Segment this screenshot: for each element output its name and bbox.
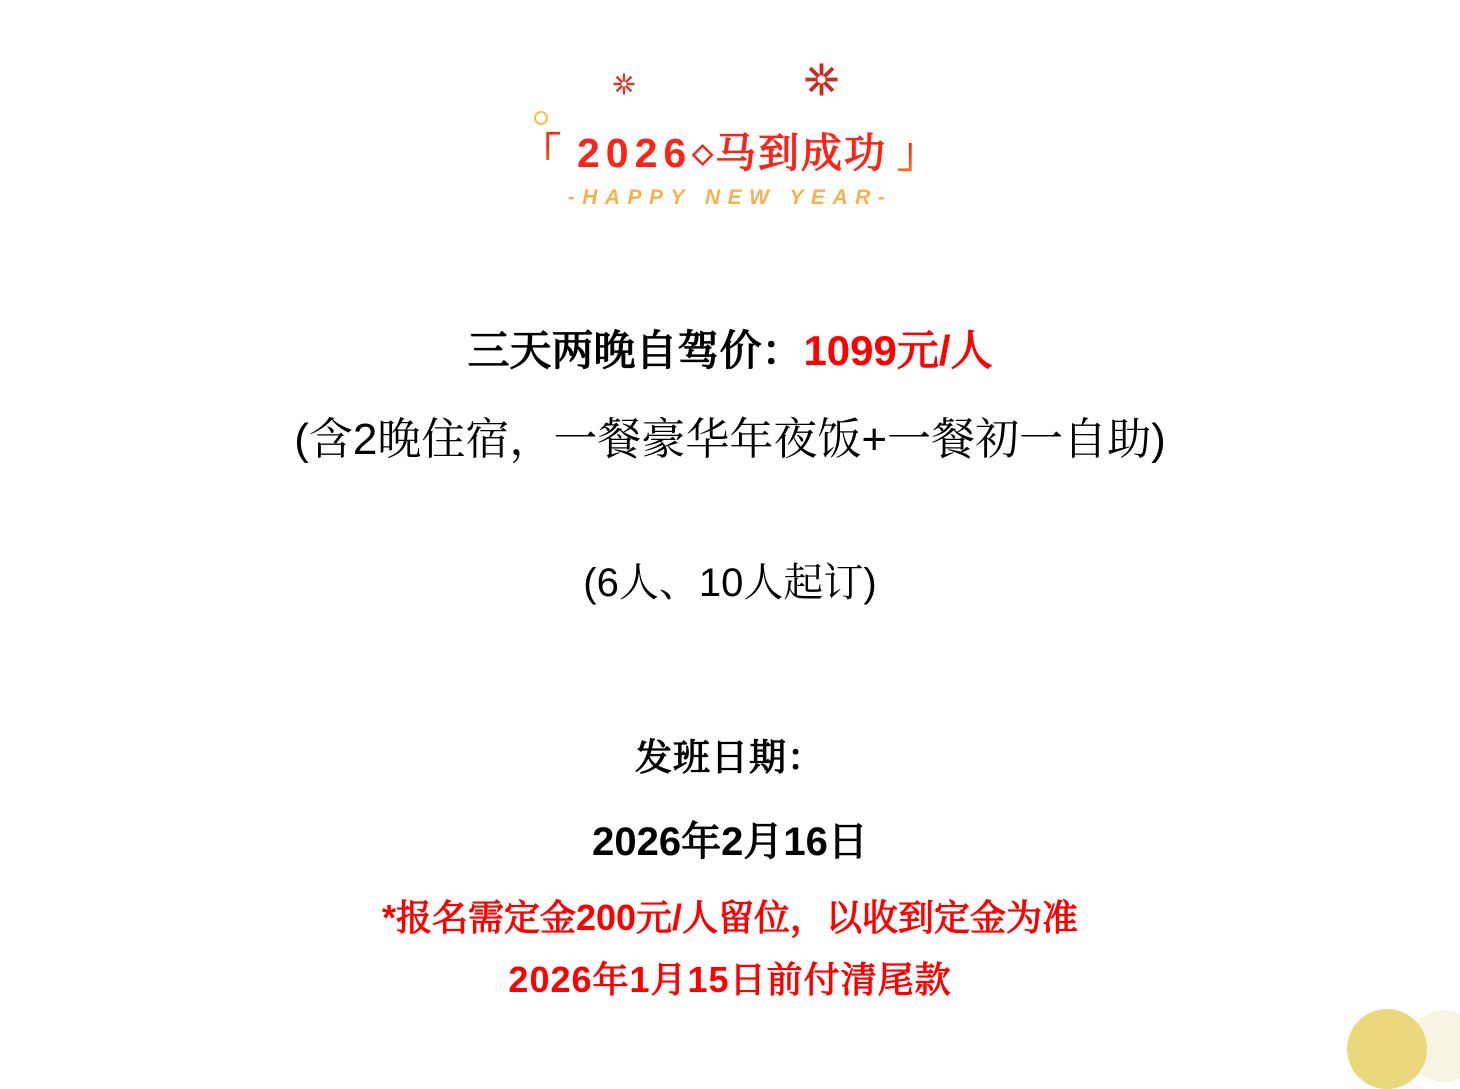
page-title [0,120,1460,179]
price-line [0,318,1460,378]
diamond-icon: ◇ [692,138,715,168]
sparkle-small-icon [612,72,636,96]
departure-date: 2026年2月16日 [592,820,868,864]
corner-circle-yellow [1347,1009,1427,1089]
sparkle-large-icon [804,62,839,97]
deposit-note: *报名需定金200元/人留位，以收到定金为准 [381,897,1079,938]
title-bracket-right: 」 [896,130,940,176]
price-includes: (含2晚住宿，一餐豪华年夜饭+一餐初一自助) [294,415,1166,464]
title-bracket-left: 「 [520,130,563,176]
title-phrase: 马到成功 [714,130,887,176]
subtitle-happy-new-year: -HAPPY NEW YEAR- [567,186,893,209]
min-group-size: (6人、10人起订) [583,561,877,605]
departure-heading: 发班日期： [635,737,825,778]
price-label: 三天两晚自驾价： [467,327,804,374]
price-value: 1099元/人 [803,327,993,374]
final-payment-note: 2026年1月15日前付清尾款 [508,959,952,1000]
title-year: 2026 [577,130,693,176]
